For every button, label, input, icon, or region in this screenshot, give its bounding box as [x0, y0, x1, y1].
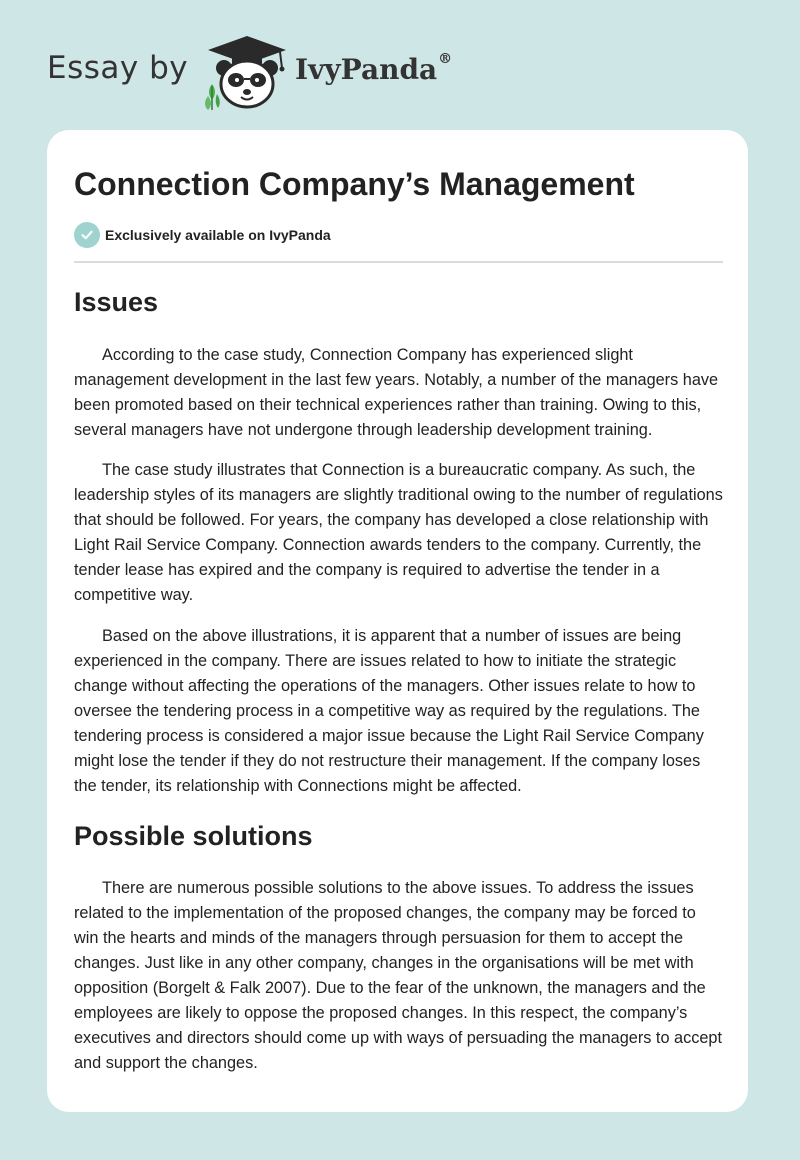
paragraph-text: Based on the above illustrations, it is apparent that a number of issues are being experienced in the company. There are issues related to how to initiate the strategic change without affecting the operations of the managers. Other issues relate to how to oversee the tendering process in a competitive way as required by the regulations. The tendering process is considered a major issue because the Light Rail Service Company might lose the tender if they do not restructure their management. If the company loses the tender, its relationship with Connections might be affected.: [74, 627, 704, 795]
paragraph: [74, 876, 723, 1076]
paragraph: [74, 624, 723, 799]
paragraph: [74, 343, 723, 443]
registered-mark: ®: [438, 51, 453, 67]
badge-label: Exclusively available on IvyPanda: [105, 227, 331, 243]
ivypanda-logo-icon[interactable]: [202, 34, 292, 110]
section-issues: [74, 285, 723, 319]
section-heading: Issues: [74, 287, 159, 317]
brand-text: IvyPanda: [295, 53, 438, 86]
section-possible-solutions: [74, 819, 723, 853]
essay-by-label: Essay by: [47, 50, 189, 86]
exclusive-badge: [74, 222, 331, 248]
brand-name[interactable]: [295, 53, 452, 86]
article-card: [47, 130, 748, 1112]
paragraph-text: There are numerous possible solutions to the above issues. To address the issues related to the implementation of the proposed changes, the company may be forced to win the hearts and minds of the managers through persuasion for them to accept the changes. Just like in any other company, changes in the organisations will be met with opposition (Borgelt & Falk 2007). Due to the fear of the unknown, the managers and the employees are likely to oppose the proposed changes. In this respect, the company’s executives and directors should come up with ways of persuading the managers to accept and support the changes.: [74, 879, 722, 1072]
section-heading: Possible solutions: [74, 821, 313, 851]
divider: [74, 261, 723, 263]
paragraph-text: According to the case study, Connection Company has experienced slight management development in the last few years. Notably, a number of the managers have been promoted based on their technical experiences rather than training. Owing to this, several managers have not undergone through leadership development training.: [74, 346, 719, 439]
paragraph: [74, 458, 723, 608]
site-header: [47, 30, 547, 110]
check-icon: [74, 222, 100, 248]
paragraph-text: The case study illustrates that Connection is a bureaucratic company. As such, the leadership styles of its managers are slightly traditional owing to the number of regulations that should be followed. For years, the company has developed a close relationship with Light Rail Service Company. Connection awards tenders to the company. Currently, the tender lease has expired and the company is required to advertise the tender in a competitive way.: [74, 461, 723, 604]
page-title: Connection Company’s Management: [74, 166, 635, 202]
